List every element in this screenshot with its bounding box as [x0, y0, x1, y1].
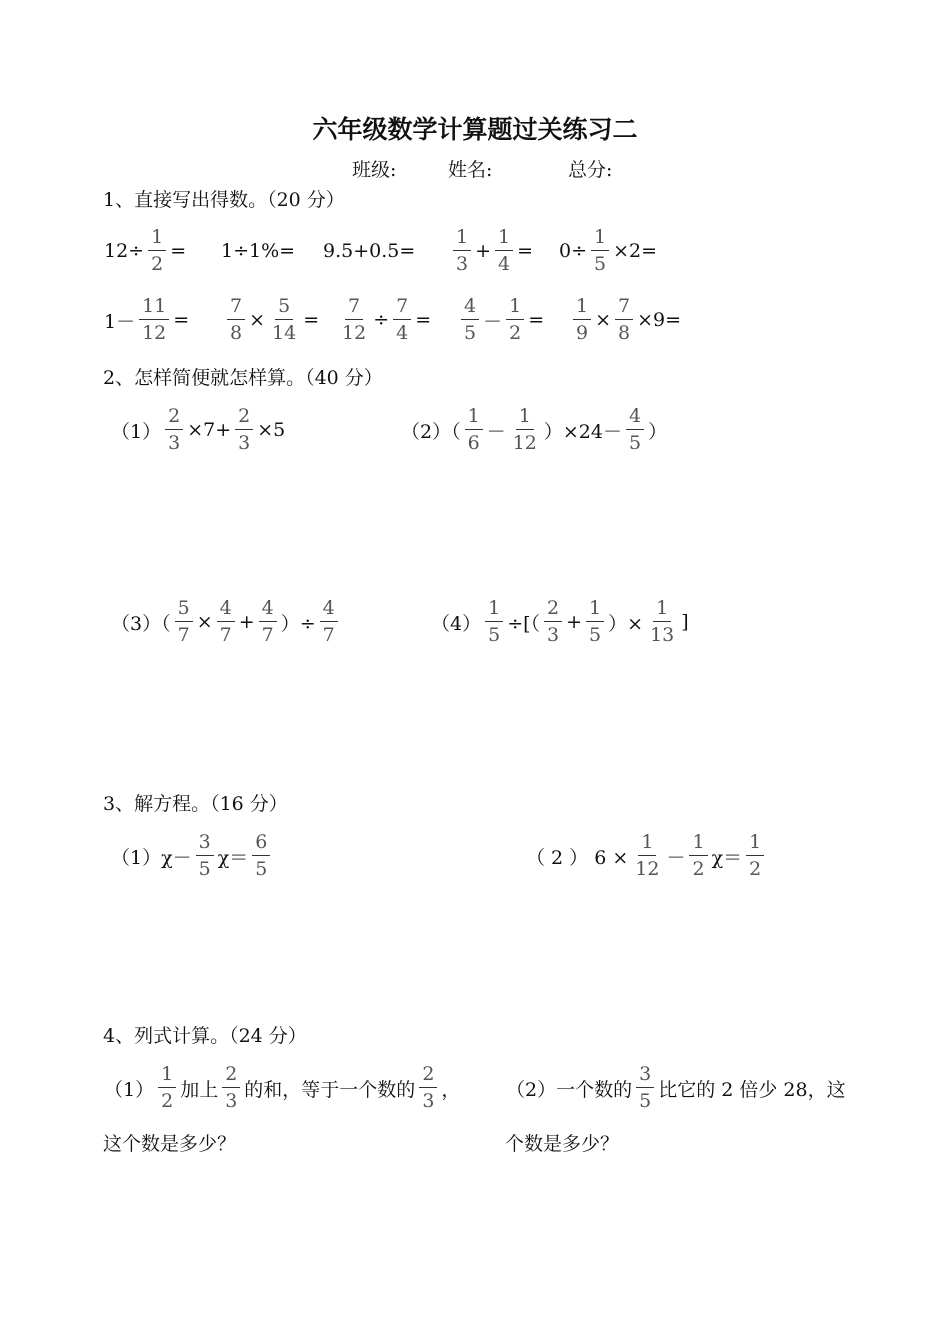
fraction: [259, 599, 277, 645]
fraction: [453, 228, 471, 274]
fraction-numerator: 2: [222, 1065, 240, 1088]
fraction-denominator: 5: [594, 253, 607, 275]
expr-text: =: [173, 309, 190, 331]
s2-problem-1: [110, 402, 286, 458]
s1-r2-e4: [458, 292, 545, 348]
fraction-denominator: 5: [198, 858, 211, 880]
expr-text: （4）: [431, 612, 482, 635]
fraction: [393, 297, 411, 343]
fraction-denominator: 12: [342, 322, 367, 344]
expr-text: ]: [681, 611, 689, 633]
fraction-numerator: 1: [465, 407, 483, 430]
fraction-denominator: 8: [618, 322, 631, 344]
expr-text: （2）一个数的: [506, 1078, 633, 1101]
fraction-numerator: 4: [461, 297, 479, 320]
expr-text: ×7+: [187, 419, 232, 441]
fraction-numerator: 4: [626, 407, 644, 430]
expr-text: ×: [595, 309, 612, 331]
fraction-numerator: 1: [516, 407, 534, 430]
fraction: [419, 1065, 437, 1111]
s1-r2-e2: [224, 292, 320, 348]
fraction-numerator: 7: [227, 297, 245, 320]
fraction-denominator: 3: [168, 432, 181, 454]
expr-text: +: [475, 240, 492, 262]
fraction-numerator: 1: [158, 1065, 176, 1088]
expr-text: 9.5+0.5=: [323, 240, 416, 262]
expr-text: ）: [648, 420, 668, 443]
expr-text: 1－: [104, 310, 136, 333]
fraction-numerator: 2: [419, 1065, 437, 1088]
section4-heading: 4、列式计算。（24 分）: [103, 1025, 307, 1047]
s3-problem-1: [110, 828, 273, 884]
s2-problem-4: [430, 594, 690, 650]
fraction: [647, 599, 677, 645]
expr-text: ×2=: [613, 240, 658, 262]
fraction: [632, 833, 662, 879]
fraction: [626, 407, 644, 453]
name-label: 姓名:: [448, 159, 493, 181]
fraction-numerator: 1: [148, 228, 166, 251]
fraction-numerator: 1: [573, 297, 591, 320]
expr-text: ×5: [257, 419, 286, 441]
s1-r1-e2: [220, 223, 296, 279]
fraction-denominator: 5: [639, 1090, 652, 1112]
fraction-numerator: 4: [320, 599, 338, 622]
fraction-numerator: 7: [345, 297, 363, 320]
expr-text: （ 2 ） 6 ×: [526, 846, 629, 869]
fraction-denominator: 7: [261, 624, 274, 646]
fraction-numerator: 1: [586, 599, 604, 622]
fraction: [165, 407, 183, 453]
expr-text: +: [566, 611, 583, 633]
expr-text: ÷[（: [507, 612, 541, 635]
section3-heading: 3、解方程。（16 分）: [103, 793, 288, 815]
fraction-denominator: 4: [396, 322, 409, 344]
fraction-denominator: 12: [635, 858, 660, 880]
expr-text: （1）χ－: [111, 846, 192, 869]
expr-text: =: [528, 309, 545, 331]
fraction: [320, 599, 338, 645]
fraction: [196, 833, 214, 879]
fraction: [591, 228, 609, 274]
fraction: [544, 599, 562, 645]
fraction: [615, 297, 633, 343]
page-title: 六年级数学计算题过关练习二: [312, 115, 638, 144]
fraction: [510, 407, 540, 453]
fraction-denominator: 3: [422, 1090, 435, 1112]
fraction: [227, 297, 245, 343]
fraction-denominator: 14: [272, 322, 297, 344]
expr-text: ）×: [608, 612, 644, 635]
fraction: [689, 833, 707, 879]
fraction-numerator: 1: [485, 599, 503, 622]
fraction: [252, 833, 270, 879]
fraction: [586, 599, 604, 645]
fraction-numerator: 1: [495, 228, 513, 251]
expr-text: （3）（: [111, 612, 171, 635]
fraction: [495, 228, 513, 274]
expr-text: +: [238, 611, 255, 633]
s1-r2-e3: [336, 292, 432, 348]
fraction-numerator: 5: [275, 297, 293, 320]
expr-text: ÷: [373, 309, 390, 331]
fraction-numerator: 4: [217, 599, 235, 622]
fraction: [746, 833, 764, 879]
expr-text: =: [303, 309, 320, 331]
expr-text: 的和，等于一个数的: [244, 1078, 416, 1101]
fraction-denominator: 2: [692, 858, 705, 880]
fraction: [636, 1065, 654, 1111]
expr-text: ×: [249, 309, 266, 331]
s1-r1-e4: [450, 223, 534, 279]
expr-text: =: [170, 240, 187, 262]
s4-problem-1-line2: 这个数是多少？: [103, 1133, 237, 1155]
s4-problem-2-line2: 个数是多少？: [505, 1133, 620, 1155]
fraction-denominator: 5: [488, 624, 501, 646]
fraction: [339, 297, 369, 343]
fraction-denominator: 2: [749, 858, 762, 880]
fraction: [485, 599, 503, 645]
expr-text: （1）: [111, 420, 162, 443]
fraction-denominator: 12: [142, 322, 167, 344]
section1-heading: 1、直接写出得数。（20 分）: [103, 189, 345, 211]
class-label: 班级:: [352, 159, 397, 181]
fraction: [139, 297, 169, 343]
fraction: [222, 1065, 240, 1111]
fraction-denominator: 5: [589, 624, 602, 646]
s2-problem-3: [110, 594, 341, 650]
fraction-numerator: 1: [591, 228, 609, 251]
fraction-numerator: 2: [235, 407, 253, 430]
fraction-denominator: 2: [161, 1090, 174, 1112]
fraction: [573, 297, 591, 343]
expr-text: 加上: [180, 1078, 219, 1101]
s2-problem-2: [400, 402, 668, 458]
expr-text: ）×24－: [543, 420, 622, 443]
fraction-denominator: 3: [225, 1090, 238, 1112]
fraction: [148, 228, 166, 274]
expr-text: （1）: [104, 1078, 155, 1101]
fraction-denominator: 7: [322, 624, 335, 646]
fraction-denominator: 2: [151, 253, 164, 275]
expr-text: －: [666, 846, 686, 869]
expr-text: ，: [441, 1078, 461, 1101]
expr-text: χ＝: [217, 846, 249, 869]
fraction-denominator: 7: [219, 624, 232, 646]
fraction-denominator: 13: [650, 624, 675, 646]
s1-r1-e5: [558, 223, 658, 279]
fraction-numerator: 1: [689, 833, 707, 856]
fraction-numerator: 2: [544, 599, 562, 622]
fraction-numerator: 7: [615, 297, 633, 320]
fraction-numerator: 11: [139, 297, 169, 320]
fraction: [506, 297, 524, 343]
expr-text: ）÷: [280, 612, 316, 635]
fraction: [158, 1065, 176, 1111]
fraction-numerator: 4: [259, 599, 277, 622]
fraction-denominator: 5: [255, 858, 268, 880]
fraction-numerator: 1: [746, 833, 764, 856]
fraction: [235, 407, 253, 453]
expr-text: =: [415, 309, 432, 331]
fraction-numerator: 1: [653, 599, 671, 622]
expr-text: =: [517, 240, 534, 262]
expr-text: （2）（: [401, 420, 461, 443]
score-label: 总分:: [568, 159, 613, 181]
s1-r1-e1: [103, 223, 187, 279]
section2-heading: 2、怎样简便就怎样算。（40 分）: [103, 367, 383, 389]
fraction-numerator: 2: [165, 407, 183, 430]
expr-text: ×9=: [637, 309, 682, 331]
fraction-numerator: 6: [252, 833, 270, 856]
fraction-numerator: 1: [638, 833, 656, 856]
fraction: [465, 407, 483, 453]
expr-text: －: [483, 310, 503, 333]
fraction-denominator: 5: [464, 322, 477, 344]
fraction-denominator: 3: [238, 432, 251, 454]
fraction-numerator: 3: [636, 1065, 654, 1088]
s1-r1-e3: [322, 223, 416, 279]
s1-r2-e1: [103, 292, 190, 348]
fraction-numerator: 1: [506, 297, 524, 320]
s4-problem-2-line1: [505, 1060, 847, 1116]
fraction-numerator: 1: [453, 228, 471, 251]
expr-text: ×: [196, 611, 213, 633]
fraction-numerator: 3: [196, 833, 214, 856]
fraction-denominator: 4: [498, 253, 511, 275]
expr-text: －: [486, 420, 506, 443]
expr-text: 12÷: [104, 240, 145, 262]
fraction-denominator: 3: [547, 624, 560, 646]
fraction-denominator: 9: [576, 322, 589, 344]
fraction-denominator: 8: [230, 322, 243, 344]
fraction: [461, 297, 479, 343]
expr-text: 1÷1%=: [221, 240, 296, 262]
fraction-numerator: 5: [175, 599, 193, 622]
fraction: [175, 599, 193, 645]
fraction-denominator: 3: [456, 253, 469, 275]
fraction-denominator: 6: [467, 432, 480, 454]
fraction: [217, 599, 235, 645]
expr-text: 0÷: [559, 240, 588, 262]
expr-text: χ＝: [711, 846, 743, 869]
expr-text: 比它的 2 倍少 28，这: [658, 1078, 846, 1101]
s1-r2-e5: [570, 292, 682, 348]
fraction-denominator: 2: [509, 322, 522, 344]
fraction-denominator: 12: [512, 432, 537, 454]
s3-problem-2: [525, 828, 767, 884]
fraction-numerator: 7: [393, 297, 411, 320]
fraction: [269, 297, 299, 343]
fraction-denominator: 7: [177, 624, 190, 646]
fraction-denominator: 5: [629, 432, 642, 454]
s4-problem-1-line1: [103, 1060, 461, 1116]
